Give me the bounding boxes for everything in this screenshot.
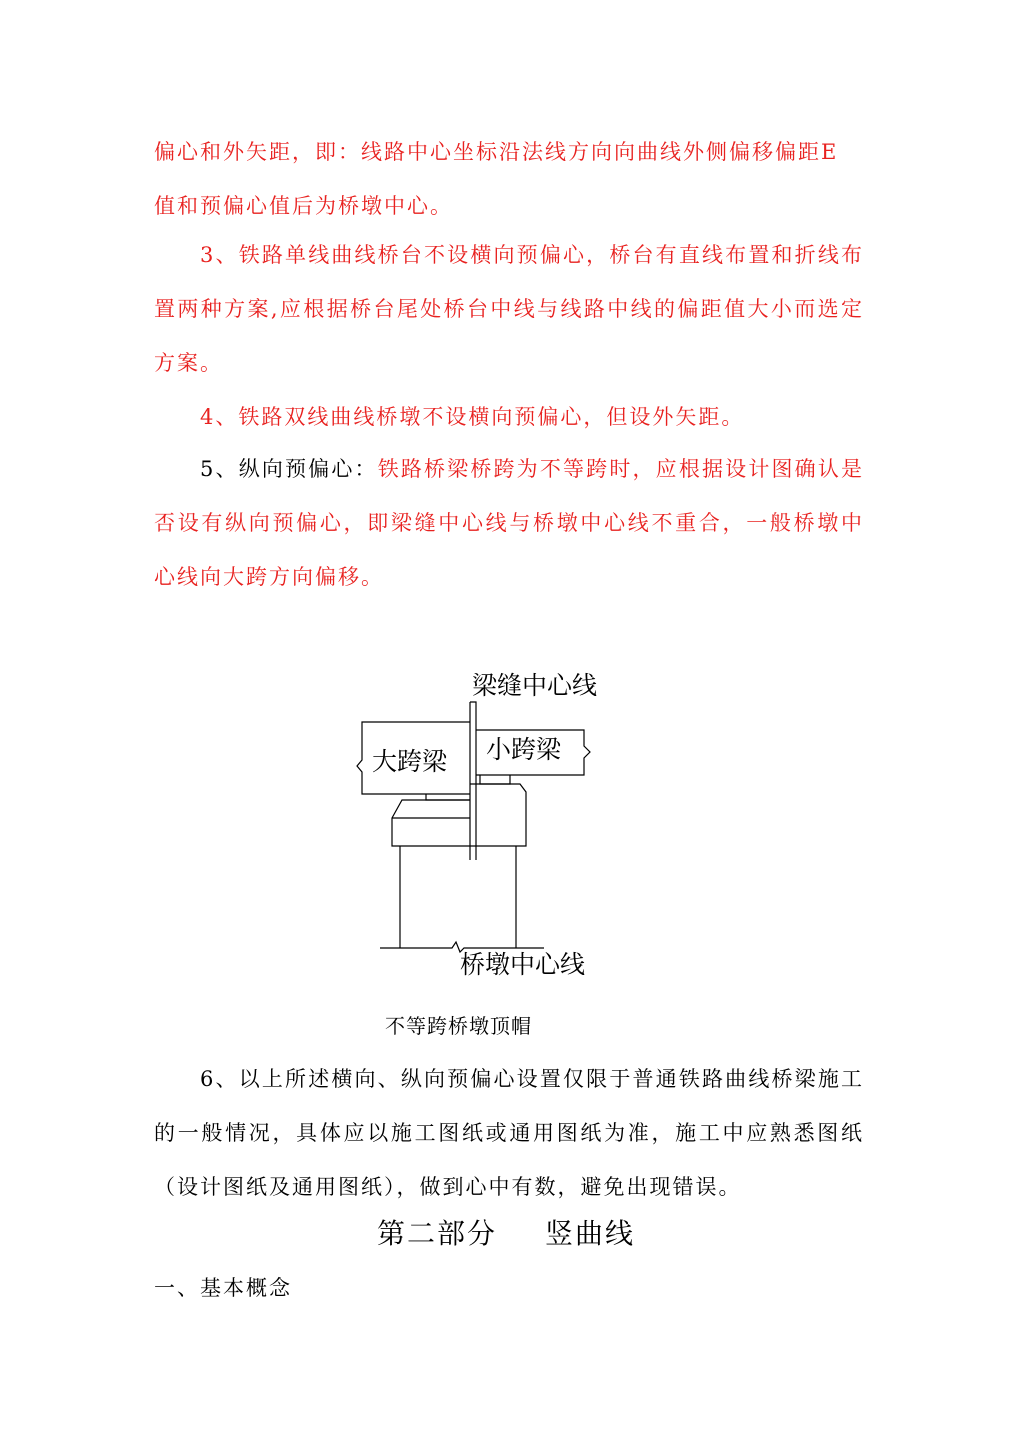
label-small-span-beam: 小跨梁 xyxy=(486,735,562,764)
paragraph-5 xyxy=(154,442,864,604)
pier-cap-diagram xyxy=(340,660,640,980)
figure-caption: 不等跨桥墩顶帽 xyxy=(385,1014,532,1038)
label-large-span-beam: 大跨梁 xyxy=(372,747,448,776)
paragraph-4: 4、铁路双线曲线桥墩不设横向预偏心，但设外矢距。 xyxy=(200,405,745,429)
paragraph-5-prefix: 5、纵向预偏心： xyxy=(200,457,378,481)
section-heading xyxy=(0,1212,1012,1252)
section-heading-title: 竖曲线 xyxy=(545,1217,636,1250)
label-pier-center-line: 桥墩中心线 xyxy=(460,950,586,979)
section-heading-part: 第二部分 xyxy=(376,1217,497,1250)
paragraph-6: 6、以上所述横向、纵向预偏心设置仅限于普通铁路曲线桥梁施工的一般情况，具体应以施工图纸或通用图纸为准，施工中应熟悉图纸（设计图纸及通用图纸），做到心中有数，避免出现错误。 xyxy=(154,1067,864,1199)
paragraph-3: 3、铁路单线曲线桥台不设横向预偏心，桥台有直线布置和折线布置两种方案,应根据桥台尾处桥台中线与线路中线的偏距值大小而选定方案。 xyxy=(154,243,864,375)
paragraph-1-line-2: 值和预偏心值后为桥墩中心。 xyxy=(154,194,453,218)
subheading-basic-concepts: 一、基本概念 xyxy=(154,1276,292,1300)
label-beam-joint-center-line: 梁缝中心线 xyxy=(472,671,598,700)
paragraph-1-line-1: 偏心和外矢距，即：线路中心坐标沿法线方向向曲线外侧偏移偏距E xyxy=(154,140,839,164)
paragraph-5-rest: 铁路桥梁桥跨为不等跨时，应根据设计图确认是否设有纵向预偏心，即梁缝中心线与桥墩中心线不重合，一般桥墩中心线向大跨方向偏移。 xyxy=(154,457,864,589)
